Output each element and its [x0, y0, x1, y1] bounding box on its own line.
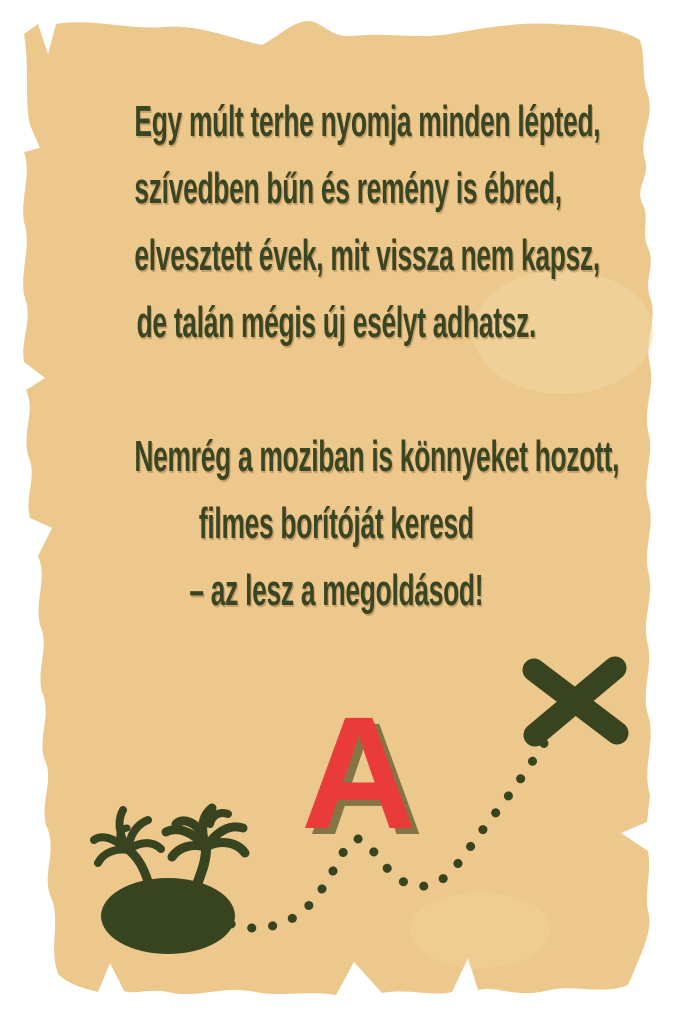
riddle-line-3: elvesztett évek, mit vissza nem kapsz,: [134, 231, 600, 280]
riddle-line-5: Nemrég a moziban is könnyeket hozott,: [134, 432, 620, 481]
riddle-line-6: filmes borítóját keresd: [198, 499, 474, 548]
answer-letter: A: [301, 683, 417, 862]
riddle-line-2: szívedben bűn és remény is ébred,: [134, 164, 562, 213]
riddle-line-1: Egy múlt terhe nyomja minden lépted,: [134, 97, 601, 146]
parchment-stain-small: [410, 892, 550, 968]
riddle-line-4: de talán mégis új esélyt adhatsz.: [136, 298, 537, 347]
riddle-line-7: – az lesz a megoldásod!: [189, 566, 484, 615]
riddle-stanza-1: [134, 88, 601, 356]
riddle-stanza-2: [134, 423, 620, 624]
